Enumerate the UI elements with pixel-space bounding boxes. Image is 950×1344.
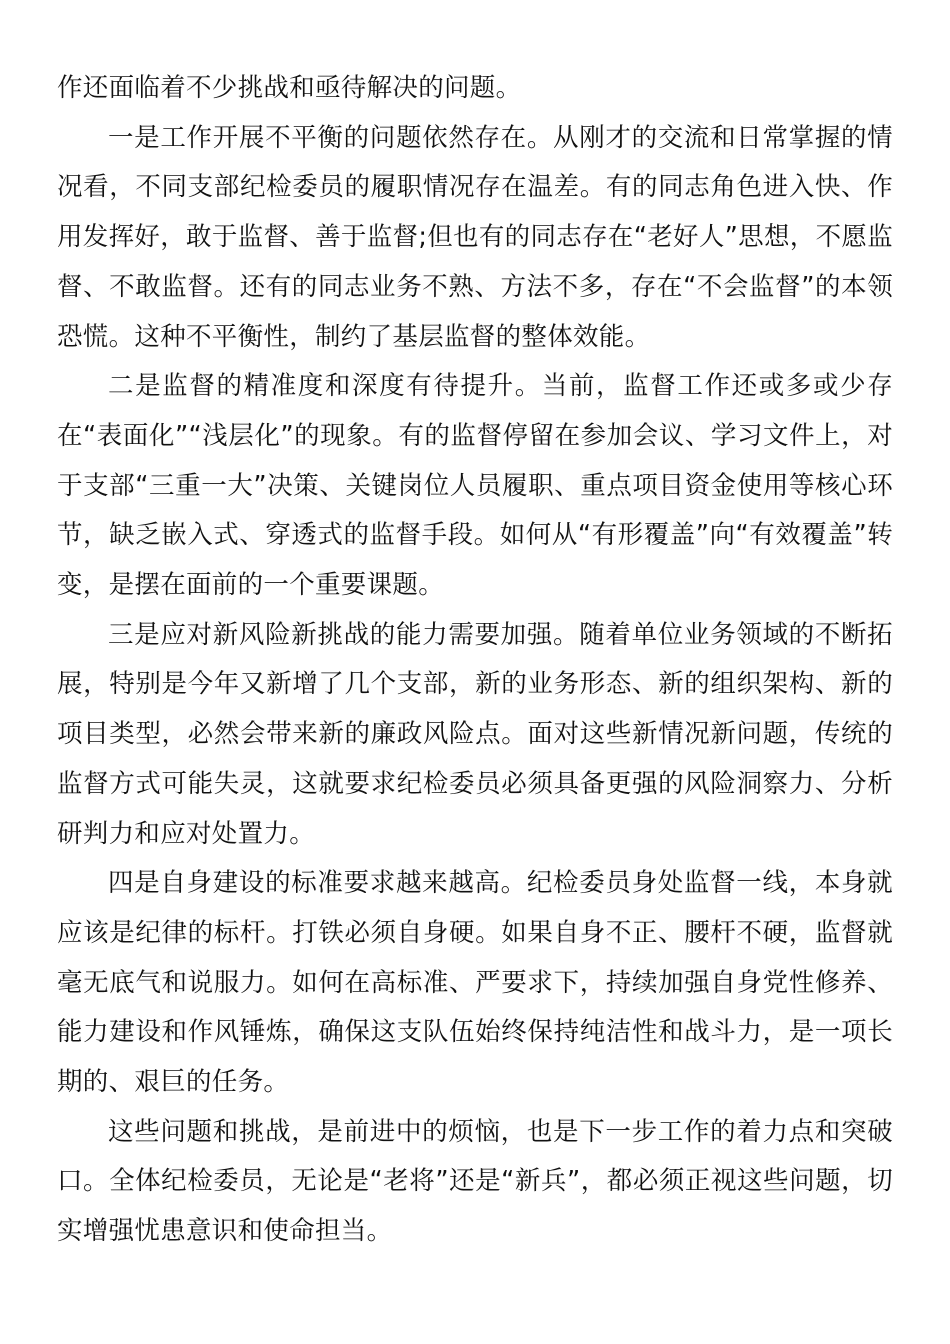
paragraph-point-one: 一是工作开展不平衡的问题依然存在。从刚才的交流和日常掌握的情况看，不同支部纪检委员的履职情况存在温差。有的同志角色进入快、作用发挥好，敢于监督、善于监督;但也有的同志存在“老好人”思想，不愿监督、不敢监督。还有的同志业务不熟、方法不多，存在“不会监督”的本领恐慌。这种不平衡性，制约了基层监督的整体效能。: [57, 122, 893, 352]
paragraph-point-two: 二是监督的精准度和深度有待提升。当前，监督工作还或多或少存在“表面化”“浅层化”的现象。有的监督停留在参加会议、学习文件上，对于支部“三重一大”决策、关键岗位人员履职、重点项目资金使用等核心环节，缺乏嵌入式、穿透式的监督手段。如何从“有形覆盖”向“有效覆盖”转变，是摆在面前的一个重要课题。: [57, 371, 893, 601]
document-body: [57, 64, 893, 1257]
paragraph-point-four: 四是自身建设的标准要求越来越高。纪检委员身处监督一线，本身就应该是纪律的标杆。打铁必须自身硬。如果自身不正、腰杆不硬，监督就毫无底气和说服力。如何在高标准、严要求下，持续加强自身党性修养、能力建设和作风锤炼，确保这支队伍始终保持纯洁性和战斗力，是一项长期的、艰巨的任务。: [57, 868, 893, 1098]
paragraph-intro-continuation: 作还面临着不少挑战和亟待解决的问题。: [57, 73, 522, 103]
paragraph-point-three: 三是应对新风险新挑战的能力需要加强。随着单位业务领域的不断拓展，特别是今年又新增了几个支部，新的业务形态、新的组织架构、新的项目类型，必然会带来新的廉政风险点。面对这些新情况新问题，传统的监督方式可能失灵，这就要求纪检委员必须具备更强的风险洞察力、分析研判力和应对处置力。: [57, 619, 893, 849]
paragraph-conclusion: 这些问题和挑战，是前进中的烦恼，也是下一步工作的着力点和突破口。全体纪检委员，无论是“老将”还是“新兵”，都必须正视这些问题，切实增强忧患意识和使命担当。: [57, 1116, 893, 1247]
